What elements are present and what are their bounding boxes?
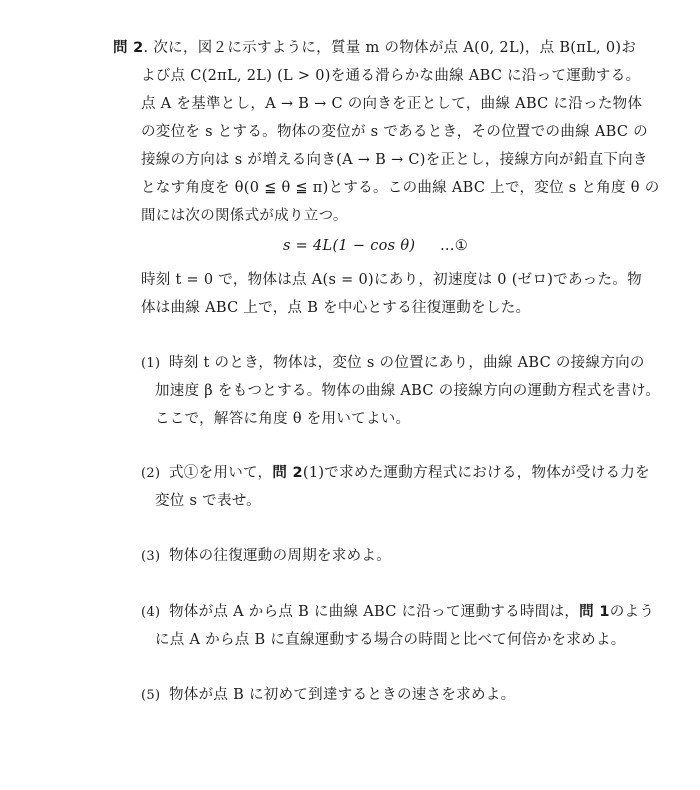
question-line-4: の変位を s とする。物体の変位が s であるとき，その位置での曲線 ABC の (141, 124, 648, 140)
subquestion-2-line-1 (141, 463, 650, 484)
subquestion-5-line-1 (141, 685, 515, 706)
question-line-7: 間には次の関係式が成り立つ。 (141, 208, 348, 224)
question-ref: 問 1 (579, 604, 610, 620)
subquestion-5-label: (5) (141, 688, 161, 703)
subquestion-4-line-2: に点 A から点 B に直線運動する場合の時間と比べて何倍かを求めよ。 (155, 632, 626, 648)
subquestion-2-label: (2) (141, 466, 161, 481)
subquestion-1-label: (1) (141, 356, 161, 371)
subquestion-1-text: 時刻 t のとき，物体は，変位 s の位置にあり，曲線 ABC の接線方向の (169, 355, 645, 371)
subquestion-4-label: (4) (141, 605, 161, 620)
subquestion-2-text-pre: 式①を用いて， (169, 465, 273, 481)
question-line-1 (113, 38, 636, 58)
spacer: . (143, 40, 154, 56)
subquestion-1-line-1 (141, 353, 645, 374)
subquestion-3-label: (3) (141, 549, 161, 564)
question-line-6: となす角度を θ(0 ≦ θ ≦ π)とする。この曲線 ABC 上で，変位 s と角度 θ の (141, 180, 660, 196)
condition-line-2: 体は曲線 ABC 上で，点 B を中心とする往復運動をした。 (141, 300, 531, 316)
equation-label: …① (440, 238, 469, 254)
subquestion-1-line-2: 加速度 β をもつとする。物体の曲線 ABC の接線方向の運動方程式を書け。 (155, 383, 661, 399)
question-line-5: 接線の方向は s が増える向き(A → B → C)を正とし，接線方向が鉛直下向き (141, 152, 648, 168)
subquestion-3-line-1 (141, 546, 391, 567)
subquestion-3-text: 物体の往復運動の周期を求めよ。 (169, 548, 391, 564)
subquestion-4-text-pre: 物体が点 A から点 B に曲線 ABC に沿って運動する時間は， (169, 604, 580, 620)
intro-text: 次に，図２に示すように，質量 m の物体が点 A(0, 2L)，点 B(πL, 0)お (153, 40, 637, 56)
subquestion-2-text-post: (1)で求めた運動方程式における，物体が受ける力を (302, 465, 650, 481)
subquestion-1-line-3: ここで，解答に角度 θ を用いてよい。 (155, 411, 411, 427)
subquestion-4-text-post: のよう (609, 604, 655, 620)
question-line-3: 点 A を基準とし，A → B → C の向きを正として，曲線 ABC に沿った物体 (141, 96, 643, 112)
equation: s = 4L(1 − cos θ) (283, 238, 416, 254)
question-line-2: よび点 C(2πL, 2L) (L > 0)を通る滑らかな曲線 ABC に沿って運動する。 (141, 68, 641, 84)
question-number: 問 2 (113, 40, 144, 56)
question-ref: 問 2 (272, 465, 303, 481)
subquestion-2-line-2: 変位 s で表せ。 (155, 493, 261, 509)
subquestion-5-text: 物体が点 B に初めて到達するときの速さを求めよ。 (169, 687, 516, 703)
condition-line-1: 時刻 t = 0 で，物体は点 A(s = 0)にあり，初速度は 0 (ゼロ)であった。物 (141, 272, 642, 288)
subquestion-4-line-1 (141, 602, 654, 623)
